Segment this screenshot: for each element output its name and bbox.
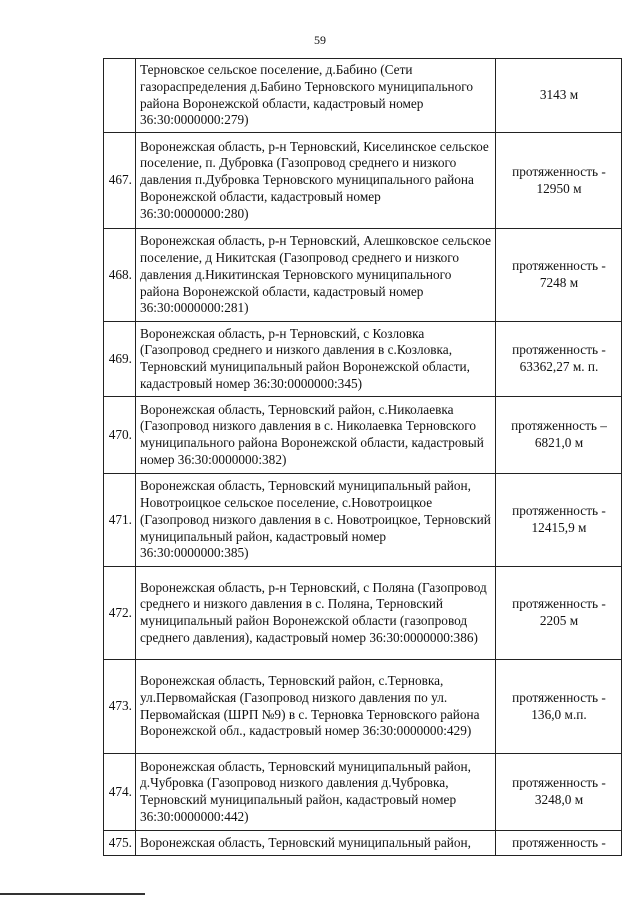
object-description-cell: Воронежская область, р-н Терновский, Алешковское сельское поселение, д Никитская (Газопровод среднего и низкого давления д.Никитинская Терновского муниципального района Воронежской области, кадастровый номер 36:30:0000000:281) xyxy=(136,229,496,322)
table-row xyxy=(104,133,622,229)
object-length-cell: протяженность - 2205 м xyxy=(496,567,622,660)
table-row xyxy=(104,754,622,831)
object-length-cell: протяженность - 3248,0 м xyxy=(496,754,622,831)
row-number-cell: 472. xyxy=(104,567,136,660)
row-number-cell: 475. xyxy=(104,831,136,856)
row-number-cell: 470. xyxy=(104,397,136,474)
object-description-cell: Воронежская область, р-н Терновский, с Козловка (Газопровод среднего и низкого давления в с.Козловка, Терновский муниципальный район Воронежской области, кадастровый номер 36:30:0000000:345) xyxy=(136,322,496,397)
object-length-cell: протяженность - xyxy=(496,831,622,856)
table-row xyxy=(104,660,622,754)
object-description-cell: Воронежская область, Терновский муниципальный район, Новотроицкое сельское поселение, с.Новотроицкое (Газопровод низкого давления в с. Новотроицкое, Терновский муниципальный район, кадастровый номер 36:30:0000000:385) xyxy=(136,474,496,567)
object-length-cell: 3143 м xyxy=(496,59,622,133)
row-number-cell: 467. xyxy=(104,133,136,229)
table-row xyxy=(104,59,622,133)
row-number-cell: 473. xyxy=(104,660,136,754)
table-row xyxy=(104,831,622,856)
row-number-cell: 471. xyxy=(104,474,136,567)
object-length-cell: протяженность – 6821,0 м xyxy=(496,397,622,474)
page-number: 59 xyxy=(314,33,326,47)
row-number-cell: 468. xyxy=(104,229,136,322)
table-row xyxy=(104,567,622,660)
property-registry-table xyxy=(103,58,622,856)
object-description-cell: Терновское сельское поселение, д.Бабино (Сети газораспределения д.Бабино Терновского муниципального района Воронежской области, кадастровый номер 36:30:0000000:279) xyxy=(136,59,496,133)
table-row xyxy=(104,322,622,397)
table-row xyxy=(104,474,622,567)
footnote-divider xyxy=(0,893,145,895)
object-length-cell: протяженность - 63362,27 м. п. xyxy=(496,322,622,397)
table-row xyxy=(104,229,622,322)
object-length-cell: протяженность - 12950 м xyxy=(496,133,622,229)
row-number-cell xyxy=(104,59,136,133)
object-description-cell: Воронежская область, р-н Терновский, Киселинское сельское поселение, п. Дубровка (Газопровод среднего и низкого давления п.Дубровка Терновского муниципального района Воронежской области, кадастровый номер 36:30:0000000:280) xyxy=(136,133,496,229)
object-length-cell: протяженность - 136,0 м.п. xyxy=(496,660,622,754)
object-description-cell: Воронежская область, Терновский район, с.Николаевка (Газопровод низкого давления в с. Николаевка Терновского муниципального района Воронежской области, кадастровый номер 36:30:0000000:382) xyxy=(136,397,496,474)
object-length-cell: протяженность - 7248 м xyxy=(496,229,622,322)
object-description-cell: Воронежская область, Терновский муниципальный район, xyxy=(136,831,496,856)
row-number-cell: 474. xyxy=(104,754,136,831)
row-number-cell: 469. xyxy=(104,322,136,397)
table-row xyxy=(104,397,622,474)
object-description-cell: Воронежская область, Терновский район, с.Терновка, ул.Первомайская (Газопровод низкого давления по ул. Первомайская (ШРП №9) в с. Терновка Терновского района Воронежской обл., кадастровый номер 36:30:0000000:429) xyxy=(136,660,496,754)
object-description-cell: Воронежская область, р-н Терновский, с Поляна (Газопровод среднего и низкого давления в с. Поляна, Терновский муниципальный район Воронежской области (газопровод среднего давления), кадастровый номер 36:30:0000000:386) xyxy=(136,567,496,660)
object-description-cell: Воронежская область, Терновский муниципальный район, д.Чубровка (Газопровод низкого давления д.Чубровка, Терновский муниципальный район, кадастровый номер 36:30:0000000:442) xyxy=(136,754,496,831)
object-length-cell: протяженность - 12415,9 м xyxy=(496,474,622,567)
